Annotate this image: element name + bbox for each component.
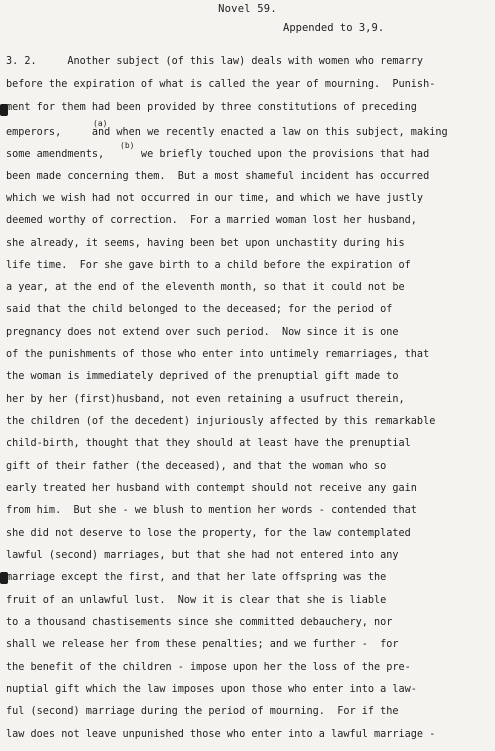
text-line: pregnancy does not extend over such period. Now since it is one xyxy=(6,327,399,338)
text-line: fruit of an unlawful lust. Now it is clear that she is liable xyxy=(6,595,387,606)
text-line: the woman is immediately deprived of the prenuptial gift made to xyxy=(6,371,399,382)
text-line: life time. For she gave birth to a child before the expiration of xyxy=(6,260,411,271)
text-line: gift of their father (the deceased), and that the woman who so xyxy=(6,461,387,472)
text-line: marriage except the first, and that her late offspring was the xyxy=(6,572,387,583)
text-line: to a thousand chastisements since she committed debauchery, nor xyxy=(6,617,393,628)
text-line: some amendments, we briefly touched upon the provisions that had xyxy=(6,149,430,160)
text-line: she already, it seems, having been bet upon unchastity during his xyxy=(6,238,405,249)
text-line: the children (of the decedent) injuriously affected by this remarkable xyxy=(6,416,436,427)
text-line: lawful (second) marriages, but that she had not entered into any xyxy=(6,550,399,561)
footnote-marker-a: (a) xyxy=(93,119,108,128)
text-line: ful (second) marriage during the period of mourning. For if the xyxy=(6,706,399,717)
text-line: a year, at the end of the eleventh month, so that it could not be xyxy=(6,282,405,293)
text-line: child-birth, thought that they should at least have the prenuptial xyxy=(6,438,411,449)
text-line: said that the child belonged to the deceased; for the period of xyxy=(6,304,393,315)
page-title: Novel 59. xyxy=(218,3,277,15)
text-line: been made concerning them. But a most shameful incident has occurred xyxy=(6,171,430,182)
text-line: before the expiration of what is called the year of mourning. Punish- xyxy=(6,79,436,90)
text-line: nuptial gift which the law imposes upon those who enter into a law- xyxy=(6,684,417,695)
text-line: the benefit of the children - impose upon her the loss of the pre- xyxy=(6,662,411,673)
text-line: law does not leave unpunished those who enter into a lawful marriage - xyxy=(6,729,436,740)
text-line: of the punishments of those who enter into untimely remarriages, that xyxy=(6,349,430,360)
text-line: shall we release her from these penalties; and we further - for xyxy=(6,639,399,650)
text-line: emperors, and when we recently enacted a law on this subject, making xyxy=(6,127,448,138)
text-line: 3. 2. Another subject (of this law) deals with women who remarry xyxy=(6,56,424,67)
text-line: her by her (first)husband, not even retaining a usufruct therein, xyxy=(6,394,405,405)
text-line: ment for them had been provided by three constitutions of preceding xyxy=(6,102,417,113)
page-subtitle: Appended to 3,9. xyxy=(283,22,385,34)
text-line: deemed worthy of correction. For a married woman lost her husband, xyxy=(6,215,417,226)
text-line: from him. But she - we blush to mention her words - contended that xyxy=(6,505,417,516)
text-line: which we wish had not occurred in our time, and which we have justly xyxy=(6,193,424,204)
text-line: she did not deserve to lose the property, for the law contemplated xyxy=(6,528,411,539)
footnote-marker-b: (b) xyxy=(120,141,135,150)
text-line: early treated her husband with contempt should not receive any gain xyxy=(6,483,417,494)
